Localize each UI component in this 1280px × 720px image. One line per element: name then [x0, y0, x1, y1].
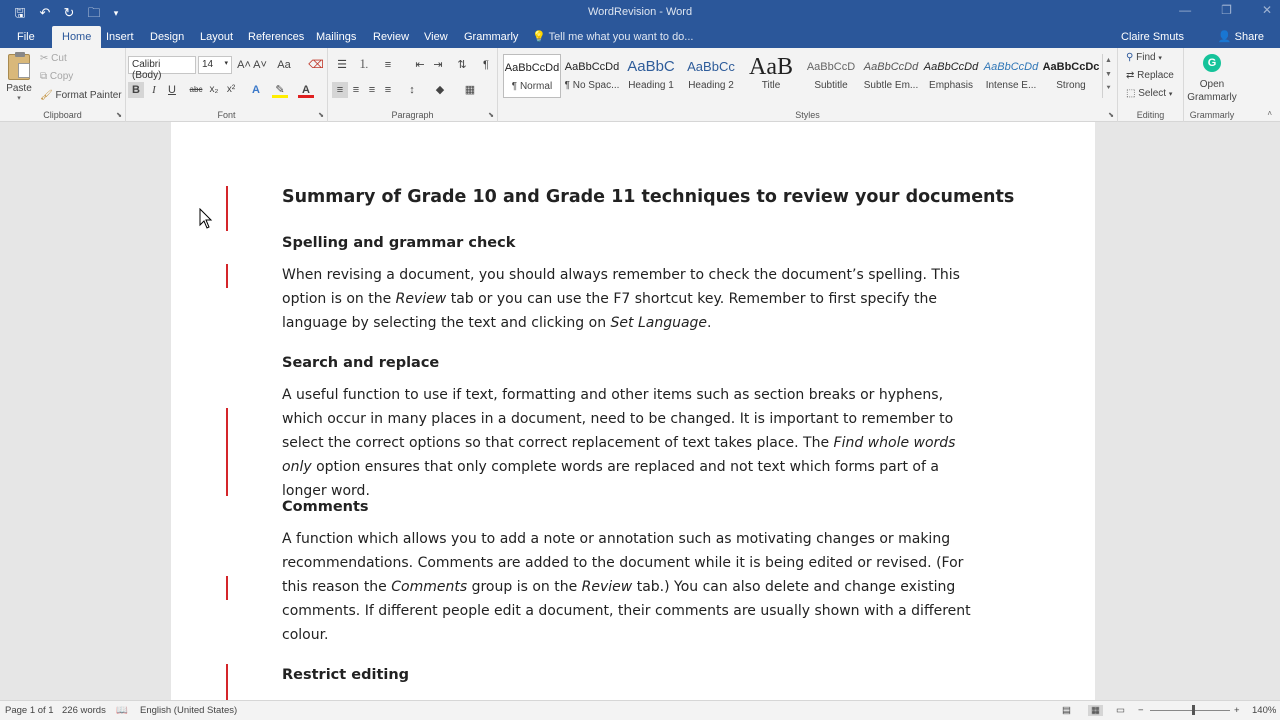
format-painter-button[interactable] [40, 90, 122, 101]
bold-button[interactable]: B [128, 82, 144, 98]
change-bar [226, 186, 228, 231]
tab-home[interactable]: Home [52, 26, 101, 48]
show-formatting-icon[interactable]: ¶ [483, 59, 489, 71]
text-run-italic: Comments [391, 579, 468, 595]
grammarly-group [1184, 48, 1240, 122]
copy-label: Copy [49, 71, 74, 82]
change-case-icon[interactable]: Aa [277, 59, 291, 71]
text-run: A function which allows you to add a note or annotation such as motivating changes or making recommendations. Comments are added to the document while it is being edited or revised. (For this reason the [282, 531, 964, 595]
proofing-icon[interactable]: 📖 [116, 705, 128, 716]
tab-grammarly[interactable]: Grammarly [464, 31, 519, 43]
tab-insert[interactable]: Insert [106, 31, 134, 43]
style-heading-1[interactable] [622, 54, 680, 98]
document-heading: Summary of Grade 10 and Grade 11 techniques to review your documents [282, 187, 1015, 207]
share-button[interactable] [1218, 26, 1264, 48]
tab-file[interactable]: File [17, 31, 35, 43]
style-sample: AaBbCc [687, 59, 735, 74]
paintbrush-icon: 🖌 [40, 90, 53, 101]
superscript-button[interactable]: x² [226, 84, 236, 95]
underline-button[interactable]: U [168, 84, 176, 96]
grammarly-icon: G [1203, 54, 1221, 72]
person-icon: 👤 [1217, 31, 1232, 43]
save-icon[interactable]: 🖫 [14, 5, 26, 20]
paste-label: Paste [6, 83, 32, 94]
tab-references[interactable]: References [248, 31, 305, 43]
copy-button[interactable] [40, 71, 73, 82]
style-subtitle[interactable] [802, 54, 860, 98]
change-bar [226, 264, 228, 288]
text-run: When revising a document, you should always remember to check the document’s spelling. This option is on the [282, 267, 960, 307]
clipboard-group [0, 48, 126, 122]
style-name: Subtle Em... [863, 80, 919, 91]
tab-review[interactable]: Review [373, 31, 410, 43]
style-sample: AaBbCcDd [564, 61, 620, 73]
restore-button[interactable]: ❐ [1221, 3, 1232, 17]
paragraph-spelling [282, 263, 1002, 335]
sort-icon[interactable]: ⇅ [457, 59, 467, 71]
zoom-in-icon[interactable]: + [1234, 705, 1240, 716]
minimize-button[interactable]: — [1179, 3, 1192, 17]
editing-group-label: Editing [1136, 110, 1165, 120]
align-right-icon[interactable]: ≡ [368, 84, 376, 96]
style-strong[interactable] [1042, 54, 1100, 98]
find-button[interactable]: ⚲ Find ▾ [1126, 52, 1162, 63]
style-name: Title [761, 80, 781, 91]
style-no-spacing[interactable] [563, 54, 621, 98]
text-run: tab.) You can also delete and change existing comments. If different people edit a document, their comments are usually shown with a different colour. [282, 579, 971, 643]
text-run: group is on the [467, 579, 582, 595]
grow-font-icon[interactable]: A˄ [237, 59, 251, 71]
customize-qat-icon[interactable]: ▾ [113, 8, 119, 18]
document-area[interactable] [0, 122, 1280, 700]
tab-mailings[interactable]: Mailings [316, 31, 357, 43]
multilevel-list-icon[interactable]: ≡ [384, 59, 392, 71]
title-bar [0, 0, 1280, 26]
user-name[interactable]: Claire Smuts [1121, 31, 1184, 43]
word-count[interactable]: 226 words [62, 705, 106, 716]
open-grammarly-button[interactable] [1184, 54, 1240, 104]
open-grammarly-line2: Grammarly [1187, 92, 1237, 103]
copy-icon: ⧉ [40, 71, 48, 82]
numbering-icon[interactable]: ⒈ [358, 59, 370, 71]
format-painter-label: Format Painter [55, 90, 122, 101]
styles-scroll[interactable]: ▲ ▼ ⯆ [1102, 54, 1114, 98]
style-name: Emphasis [929, 80, 973, 91]
grammarly-group-label: Grammarly [1189, 110, 1235, 120]
shrink-font-icon[interactable]: A˅ [253, 59, 267, 71]
font-group [126, 48, 328, 122]
change-bar [226, 664, 228, 700]
paragraph-group [328, 48, 498, 122]
close-button[interactable]: ✕ [1261, 3, 1272, 17]
font-size-select[interactable]: 14 ▾ [198, 56, 232, 74]
text-run: tab or you can use the F7 shortcut key. Remember to first specify the language by selecting the text and clicking on [282, 291, 938, 331]
text-effects-icon[interactable]: A [252, 84, 260, 96]
mouse-pointer-icon [199, 208, 213, 230]
replace-button[interactable] [1126, 70, 1174, 81]
clear-formatting-icon[interactable]: ⌫ [308, 59, 324, 71]
window-controls [1179, 3, 1272, 17]
style-name: Strong [1056, 80, 1086, 91]
style-name: Intense E... [985, 80, 1037, 91]
magnifier-icon: ⚲ [1126, 52, 1134, 63]
replace-label: Replace [1137, 70, 1174, 81]
italic-button[interactable]: I [152, 84, 156, 96]
editing-group [1118, 48, 1184, 122]
tell-me-text: Tell me what you want to do... [548, 31, 694, 43]
change-bar [226, 576, 228, 600]
style-sample: AaBbC [627, 58, 675, 75]
font-name-select[interactable] [128, 56, 196, 81]
style-title[interactable] [742, 54, 800, 98]
clipboard-launcher-icon[interactable]: ⬊ [116, 112, 122, 119]
share-label: Share [1234, 31, 1264, 43]
font-size-value: 14 [202, 59, 214, 70]
replace-icon: ⇄ [1126, 70, 1135, 81]
tab-layout[interactable]: Layout [200, 31, 234, 43]
zoom-level[interactable]: 140% [1252, 705, 1277, 716]
read-mode-icon[interactable]: ▤ [1062, 705, 1071, 716]
change-bar [226, 408, 228, 496]
style-heading-2[interactable] [682, 54, 740, 98]
section-heading-spelling: Spelling and grammar check [282, 235, 516, 251]
bullets-icon[interactable]: ☰ [337, 59, 347, 71]
shading-icon[interactable]: ◆ [435, 84, 445, 96]
line-spacing-icon[interactable]: ↕ [409, 84, 415, 96]
zoom-slider-thumb[interactable] [1192, 705, 1195, 715]
page-count[interactable]: Page 1 of 1 [5, 705, 54, 716]
styles-launcher-icon[interactable]: ⬊ [1108, 112, 1114, 119]
style-name: Subtitle [814, 80, 848, 91]
cut-button[interactable] [40, 53, 67, 64]
open-grammarly-line1: Open [1199, 79, 1225, 90]
clipboard-group-label: Clipboard [43, 110, 82, 120]
justify-icon[interactable]: ≡ [384, 84, 392, 96]
cut-label: Cut [51, 53, 67, 64]
paragraph-group-label: Paragraph [391, 110, 434, 120]
window-title: WordRevision - Word [587, 6, 693, 18]
style-sample: AaBbCcDc [1042, 61, 1100, 73]
lightbulb-icon: 💡 [532, 31, 546, 43]
scissors-icon: ✂ [40, 53, 49, 64]
select-button[interactable]: ⬚ Select ▾ [1126, 88, 1173, 99]
tab-view[interactable]: View [424, 31, 448, 43]
style-sample: AaBbCcDd [504, 62, 560, 74]
font-launcher-icon[interactable]: ⬊ [318, 112, 324, 119]
style-sample: AaBbCcDd [863, 61, 919, 73]
style-sample: AaB [749, 54, 793, 80]
open-icon[interactable]: 🗀 [87, 5, 101, 20]
select-label: Select [1138, 88, 1167, 99]
subscript-button[interactable]: x₂ [209, 84, 219, 95]
style-subtle-emphasis[interactable] [862, 54, 920, 98]
style-sample: AaBbCcDd [923, 61, 979, 73]
highlight-icon[interactable]: ✎ [272, 82, 288, 98]
font-color-icon[interactable]: A [298, 82, 314, 98]
align-center-icon[interactable]: ≡ [352, 84, 360, 96]
style-name: Heading 2 [688, 80, 734, 91]
paragraph-search [282, 383, 982, 503]
style-normal[interactable] [503, 54, 561, 98]
text-run-italic: Set Language [610, 315, 708, 331]
styles-group-label: Styles [795, 110, 820, 120]
decrease-indent-icon[interactable]: ⇤ [415, 59, 425, 71]
section-heading-comments: Comments [282, 499, 369, 515]
strikethrough-button[interactable]: abc [189, 85, 203, 94]
ribbon [0, 48, 1280, 122]
text-run: A useful function to use if text, formatting and other items such as section breaks or hyphens, which occur in many places in a document, need to be changed. It is important to remember to select the correct options so that correct replacement of text takes place. The [282, 387, 954, 451]
print-layout-icon[interactable]: ▦ [1088, 705, 1103, 716]
styles-group [498, 48, 1118, 122]
collapse-ribbon-icon[interactable]: ˄ [1267, 109, 1272, 118]
style-name: Heading 1 [628, 80, 674, 91]
section-heading-restrict: Restrict editing [282, 667, 410, 683]
borders-icon[interactable]: ▦ [464, 84, 476, 96]
style-name: ¶ Normal [511, 81, 553, 92]
section-heading-search: Search and replace [282, 355, 440, 371]
style-name: ¶ No Spac... [564, 80, 620, 91]
clipboard-icon [8, 54, 30, 80]
zoom-slider[interactable] [1150, 710, 1230, 711]
web-layout-icon[interactable]: ▭ [1116, 705, 1125, 716]
paragraph-comments [282, 527, 982, 647]
status-bar [0, 700, 1280, 720]
select-icon: ⬚ [1126, 88, 1136, 99]
paste-button[interactable]: Paste ▾ [4, 52, 34, 108]
style-sample: AaBbCcD [806, 61, 856, 73]
undo-icon[interactable]: ↶ [39, 5, 51, 20]
align-left-icon[interactable]: ≡ [332, 82, 348, 98]
ribbon-tabs [0, 26, 1280, 48]
style-sample: AaBbCcDd [983, 61, 1039, 73]
zoom-out-icon[interactable]: − [1138, 705, 1144, 716]
style-emphasis[interactable] [922, 54, 980, 98]
language-indicator[interactable]: English (United States) [140, 705, 238, 716]
paragraph-launcher-icon[interactable]: ⬊ [488, 112, 494, 119]
document-page[interactable] [171, 122, 1095, 700]
text-run-italic: Review [581, 579, 633, 595]
font-name-value: Calibri (Body) [132, 59, 162, 81]
tab-design[interactable]: Design [150, 31, 185, 43]
redo-icon[interactable]: ↻ [63, 5, 75, 20]
text-run: option ensures that only complete words are replaced and not text which forms part of a longer word. [282, 459, 939, 499]
text-run: . [707, 315, 712, 331]
tell-me-box[interactable] [532, 26, 693, 48]
text-run-italic: Find whole words only [282, 435, 956, 475]
style-intense-emphasis[interactable] [982, 54, 1040, 98]
text-run-italic: Review [395, 291, 447, 307]
increase-indent-icon[interactable]: ⇥ [433, 59, 443, 71]
font-group-label: Font [217, 110, 236, 120]
find-label: Find [1136, 52, 1156, 63]
